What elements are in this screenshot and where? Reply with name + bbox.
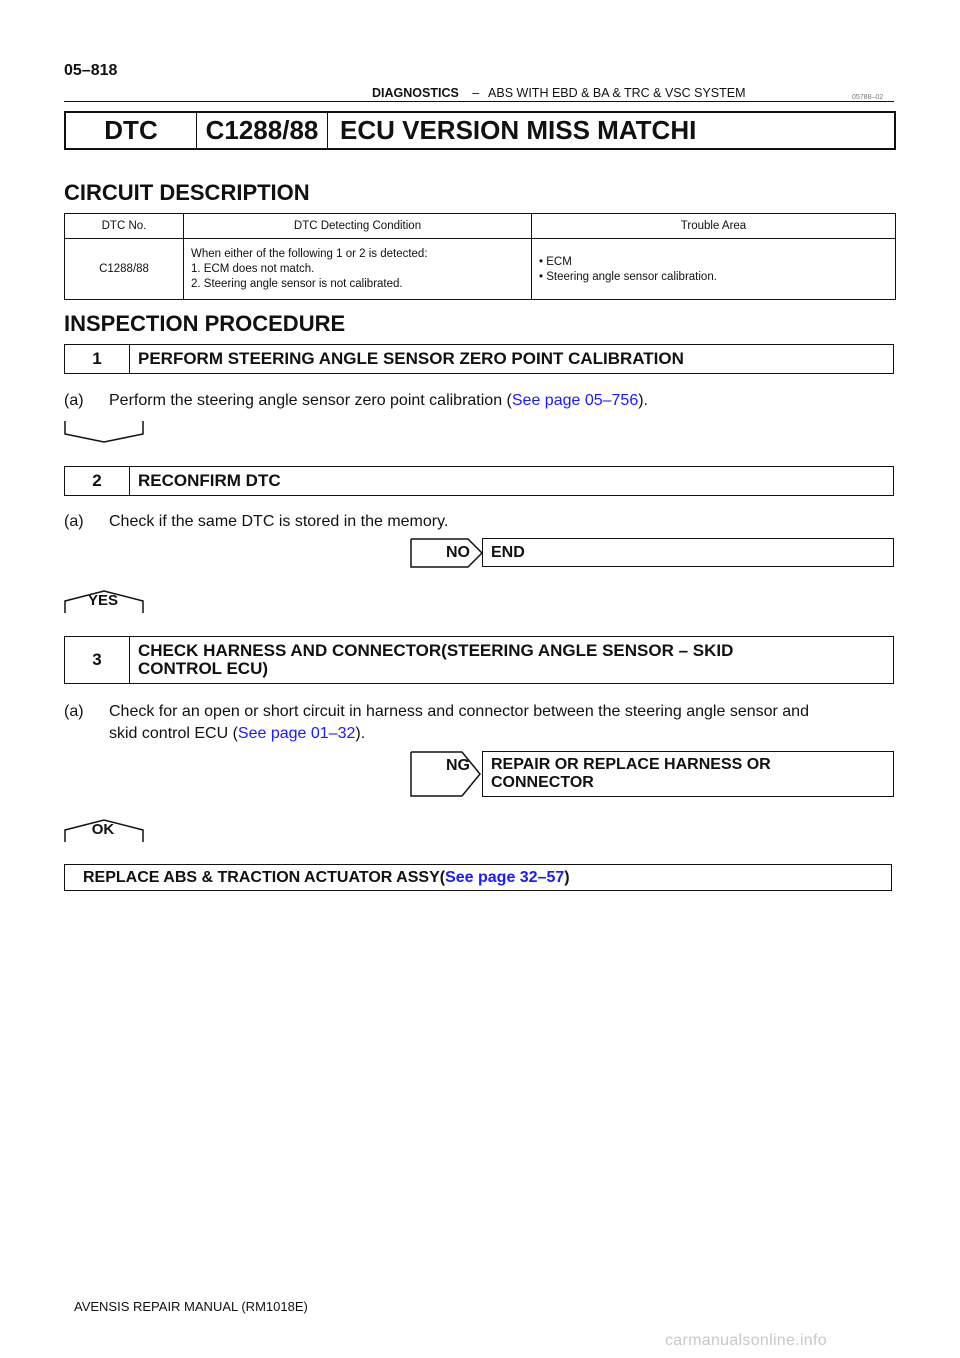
circuit-description-heading: CIRCUIT DESCRIPTION (64, 180, 310, 205)
trouble-area-line: • ECM (539, 255, 572, 268)
final-action-end: ) (564, 868, 570, 886)
dtc-table (64, 213, 896, 300)
watermark: carmanualsonline.info (665, 1332, 827, 1349)
step-3-number: 3 (65, 637, 130, 683)
step-1-instruction-marker: (a) (64, 392, 84, 409)
step-2-box (64, 466, 894, 496)
table-header-row (65, 214, 896, 239)
step-3-box (64, 636, 894, 684)
condition-line: 2. Steering angle sensor is not calibrated. (191, 278, 403, 290)
no-arrow-tag (410, 538, 482, 568)
ng-result-line: REPAIR OR REPLACE HARNESS OR (491, 756, 771, 773)
step-3-instruction-marker: (a) (64, 703, 84, 720)
condition-line: 1. ECM does not match. (191, 263, 315, 275)
step-3-title (130, 637, 733, 683)
step-1-title: PERFORM STEERING ANGLE SENSOR ZERO POINT CALIBRATION (138, 349, 684, 368)
step-2-no-result (410, 538, 894, 568)
step-3-instruction-line2 (109, 725, 365, 743)
step-1-box (64, 344, 894, 374)
manual-footer: AVENSIS REPAIR MANUAL (RM1018E) (74, 1299, 308, 1314)
step-3-instruction-end: ). (355, 725, 366, 742)
step-3-instruction-text: skid control ECU ( (109, 725, 238, 742)
ng-label: NG (446, 757, 470, 774)
final-action-box (64, 864, 892, 891)
section-header-rest: ABS WITH EBD & BA & TRC & VSC SYSTEM (488, 86, 746, 100)
step-3-title-line: CHECK HARNESS AND CONNECTOR(STEERING ANGLE SENSOR – SKID (138, 641, 734, 660)
column-header-trouble-area: Trouble Area (532, 214, 896, 239)
step-3-ng-result (410, 751, 894, 797)
step-3-page-link[interactable]: See page 01–32 (237, 725, 356, 742)
condition-line: When either of the following 1 or 2 is detected: (191, 248, 428, 260)
column-header-condition: DTC Detecting Condition (184, 214, 532, 239)
ng-result-line: CONNECTOR (491, 774, 594, 791)
cell-trouble-area (532, 239, 896, 300)
yes-tab (64, 589, 142, 611)
ok-tab (64, 818, 142, 840)
step-2-title: RECONFIRM DTC (138, 471, 281, 490)
table-row (65, 239, 896, 300)
header-rule (64, 101, 894, 102)
cell-dtc-no: C1288/88 (65, 239, 184, 300)
cell-condition (184, 239, 532, 300)
final-action-text: REPLACE ABS & TRACTION ACTUATOR ASSY( (83, 868, 446, 886)
section-header-sep: – (472, 86, 480, 100)
ok-label: OK (91, 821, 115, 838)
step-2-instruction: Check if the same DTC is stored in the memory. (109, 513, 449, 530)
dtc-title-box (64, 111, 896, 150)
step-1-instruction (109, 392, 648, 410)
ng-arrow-tag (410, 751, 482, 797)
yes-label: YES (87, 592, 118, 609)
dtc-code: C1288/88 (197, 113, 328, 148)
step-1-instruction-end: ). (638, 392, 648, 409)
dtc-title: ECU VERSION MISS MATCHI (340, 115, 697, 145)
no-result-text: END (491, 543, 525, 561)
page-number: 05–818 (64, 62, 118, 79)
column-header-dtc-no: DTC No. (65, 214, 184, 239)
no-result-box (482, 538, 894, 567)
final-action-link[interactable]: See page 32–57 (445, 868, 565, 886)
step-3-instruction-line1: Check for an open or short circuit in harness and connector between the steering angle sensor and (109, 703, 809, 720)
section-header-bold: DIAGNOSTICS (372, 86, 459, 100)
no-label: NO (446, 544, 470, 561)
section-header (372, 86, 746, 100)
dtc-label: DTC (66, 113, 197, 148)
inspection-procedure-heading: INSPECTION PROCEDURE (64, 311, 346, 336)
step-1-page-link[interactable]: See page 05–756 (511, 392, 639, 409)
step-2-instruction-marker: (a) (64, 513, 84, 530)
step-3-title-line: CONTROL ECU) (138, 659, 269, 678)
step-1-number: 1 (65, 345, 130, 373)
continue-tab-icon (64, 420, 144, 444)
step-2-number: 2 (65, 467, 130, 495)
trouble-area-line: • Steering angle sensor calibration. (539, 270, 717, 283)
ng-result-box (482, 751, 894, 797)
step-1-instruction-text: Perform the steering angle sensor zero point calibration ( (109, 392, 512, 409)
reference-code: 05788–02 (852, 94, 884, 101)
